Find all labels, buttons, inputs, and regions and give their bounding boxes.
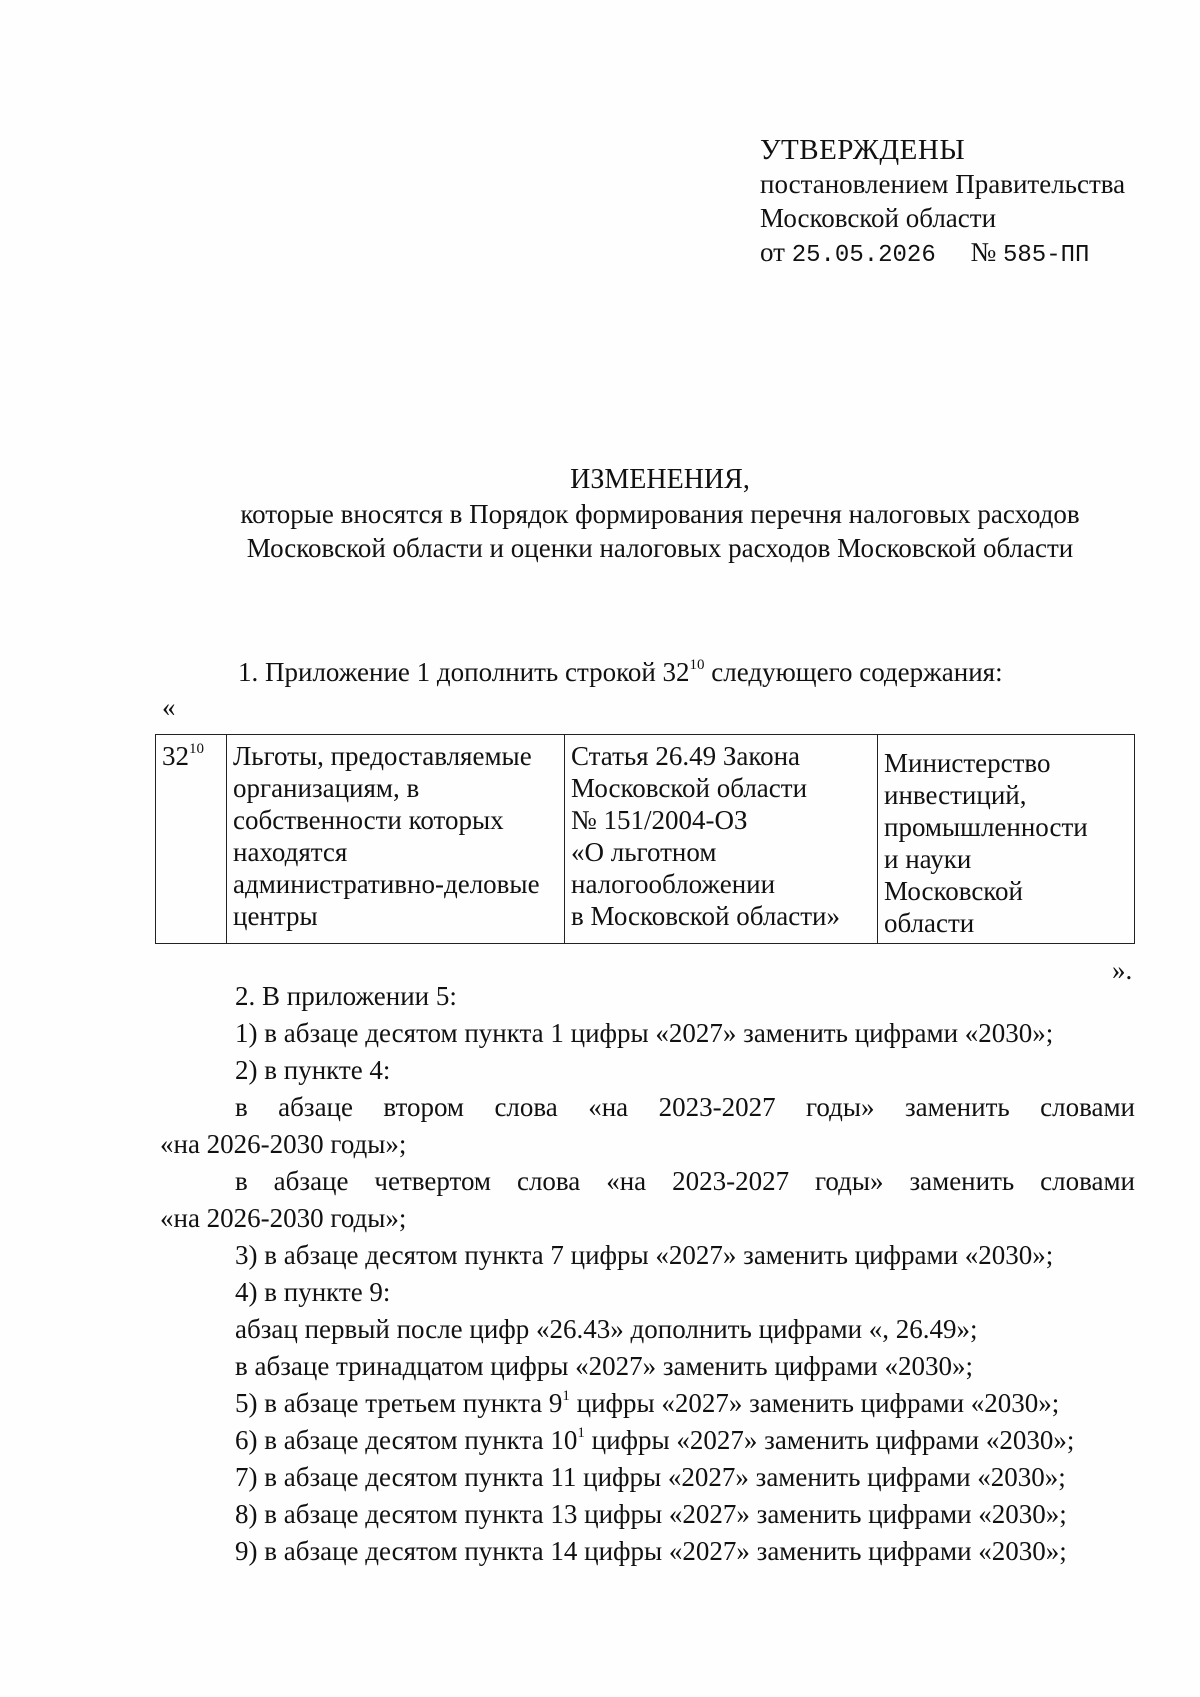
ministry-line: и науки [884, 844, 972, 874]
row-number-sup: 10 [189, 741, 204, 757]
body-line: 7) в абзаце десятом пункта 11 цифры «2027» заменить цифрами «2030»; [235, 1462, 1066, 1492]
approval-date-line [760, 235, 1125, 273]
body-line: 2. В приложении 5: [235, 981, 457, 1011]
quote-open: « [162, 692, 176, 722]
date-prefix: от [760, 237, 785, 267]
table-row [156, 735, 1135, 944]
body-sup: 1 [562, 1388, 570, 1404]
law-line: «О льготном [571, 837, 717, 867]
document-heading [170, 463, 1150, 565]
body-text: цифры «2027» заменить цифрами «2030»; [584, 1425, 1075, 1455]
body-line: 8) в абзаце десятом пункта 13 цифры «2027» заменить цифрами «2030»; [235, 1499, 1067, 1529]
ministry-line: инвестиций, [884, 780, 1027, 810]
approval-number: 585-ПП [1003, 242, 1090, 269]
number-prefix: № [970, 237, 997, 267]
row-number-cell [156, 735, 227, 944]
benefit-cell [227, 735, 565, 944]
benefit-line: собственности которых [233, 805, 504, 835]
body-line [160, 1385, 1135, 1422]
ministry-line: промышленности [884, 812, 1088, 842]
law-line: Статья 26.49 Закона [571, 741, 801, 771]
approval-line-1: постановлением Правительства [760, 169, 1126, 199]
ministry-line: области [884, 908, 975, 938]
body-line: «на 2026-2030 годы»; [160, 1129, 407, 1159]
body-line: 9) в абзаце десятом пункта 14 цифры «2027» заменить цифрами «2030»; [235, 1536, 1067, 1566]
benefit-line: организациям, в [233, 773, 420, 803]
item-1-after: следующего содержания: [704, 657, 1003, 687]
body-text: 5) в абзаце третьем пункта 9 [235, 1388, 563, 1418]
body-line: «на 2026-2030 годы»; [160, 1203, 407, 1233]
body-line: 1) в абзаце десятом пункта 1 цифры «2027» заменить цифрами «2030»; [235, 1018, 1054, 1048]
body-line: в абзаце втором слова «на 2023-2027 годы» заменить словами [235, 1092, 1135, 1122]
benefit-line: Льготы, предоставляемые [233, 741, 532, 771]
approval-title: УТВЕРЖДЕНЫ [760, 134, 966, 166]
body-line: 3) в абзаце десятом пункта 7 цифры «2027» заменить цифрами «2030»; [235, 1240, 1054, 1270]
approval-date: 25.05.2026 [791, 242, 936, 269]
body-line: в абзаце тринадцатом цифры «2027» заменить цифрами «2030»; [235, 1351, 973, 1381]
body-text: 6) в абзаце десятом пункта 10 [235, 1425, 578, 1455]
approval-stamp [760, 133, 1125, 273]
law-line: № 151/2004-ОЗ [571, 805, 748, 835]
item-1-before: 1. Приложение 1 дополнить строкой 32 [238, 657, 690, 687]
ministry-line: Московской [884, 876, 1024, 906]
law-line: налогообложении [571, 869, 776, 899]
approval-line-2: Московской области [760, 203, 997, 233]
item-1 [238, 657, 1003, 688]
heading-title: ИЗМЕНЕНИЯ, [570, 464, 750, 495]
benefit-line: административно-деловые [233, 869, 540, 899]
body-line: в абзаце четвертом слова «на 2023-2027 годы» заменить словами [235, 1166, 1135, 1196]
body-sup: 1 [577, 1425, 585, 1441]
law-cell [565, 735, 878, 944]
body-line: 2) в пункте 4: [235, 1055, 391, 1085]
benefit-line: центры [233, 901, 318, 931]
document-body [160, 978, 1135, 1570]
benefit-line: находятся [233, 837, 348, 867]
ministry-line: Министерство [884, 748, 1051, 778]
body-line [160, 1422, 1135, 1459]
body-line: 4) в пункте 9: [235, 1277, 391, 1307]
body-line: абзац первый после цифр «26.43» дополнить цифрами «, 26.49»; [235, 1314, 978, 1344]
heading-line-2: Московской области и оценки налоговых расходов Московской области [246, 533, 1074, 563]
amendment-table [155, 734, 1135, 944]
row-number: 32 [162, 741, 189, 771]
item-1-sup: 10 [689, 657, 705, 673]
ministry-cell [878, 735, 1135, 944]
heading-line-1: которые вносятся в Порядок формирования перечня налоговых расходов [240, 499, 1080, 529]
quote-close: ». [1112, 955, 1133, 985]
law-line: в Московской области» [571, 901, 841, 931]
law-line: Московской области [571, 773, 808, 803]
body-text: цифры «2027» заменить цифрами «2030»; [569, 1388, 1060, 1418]
